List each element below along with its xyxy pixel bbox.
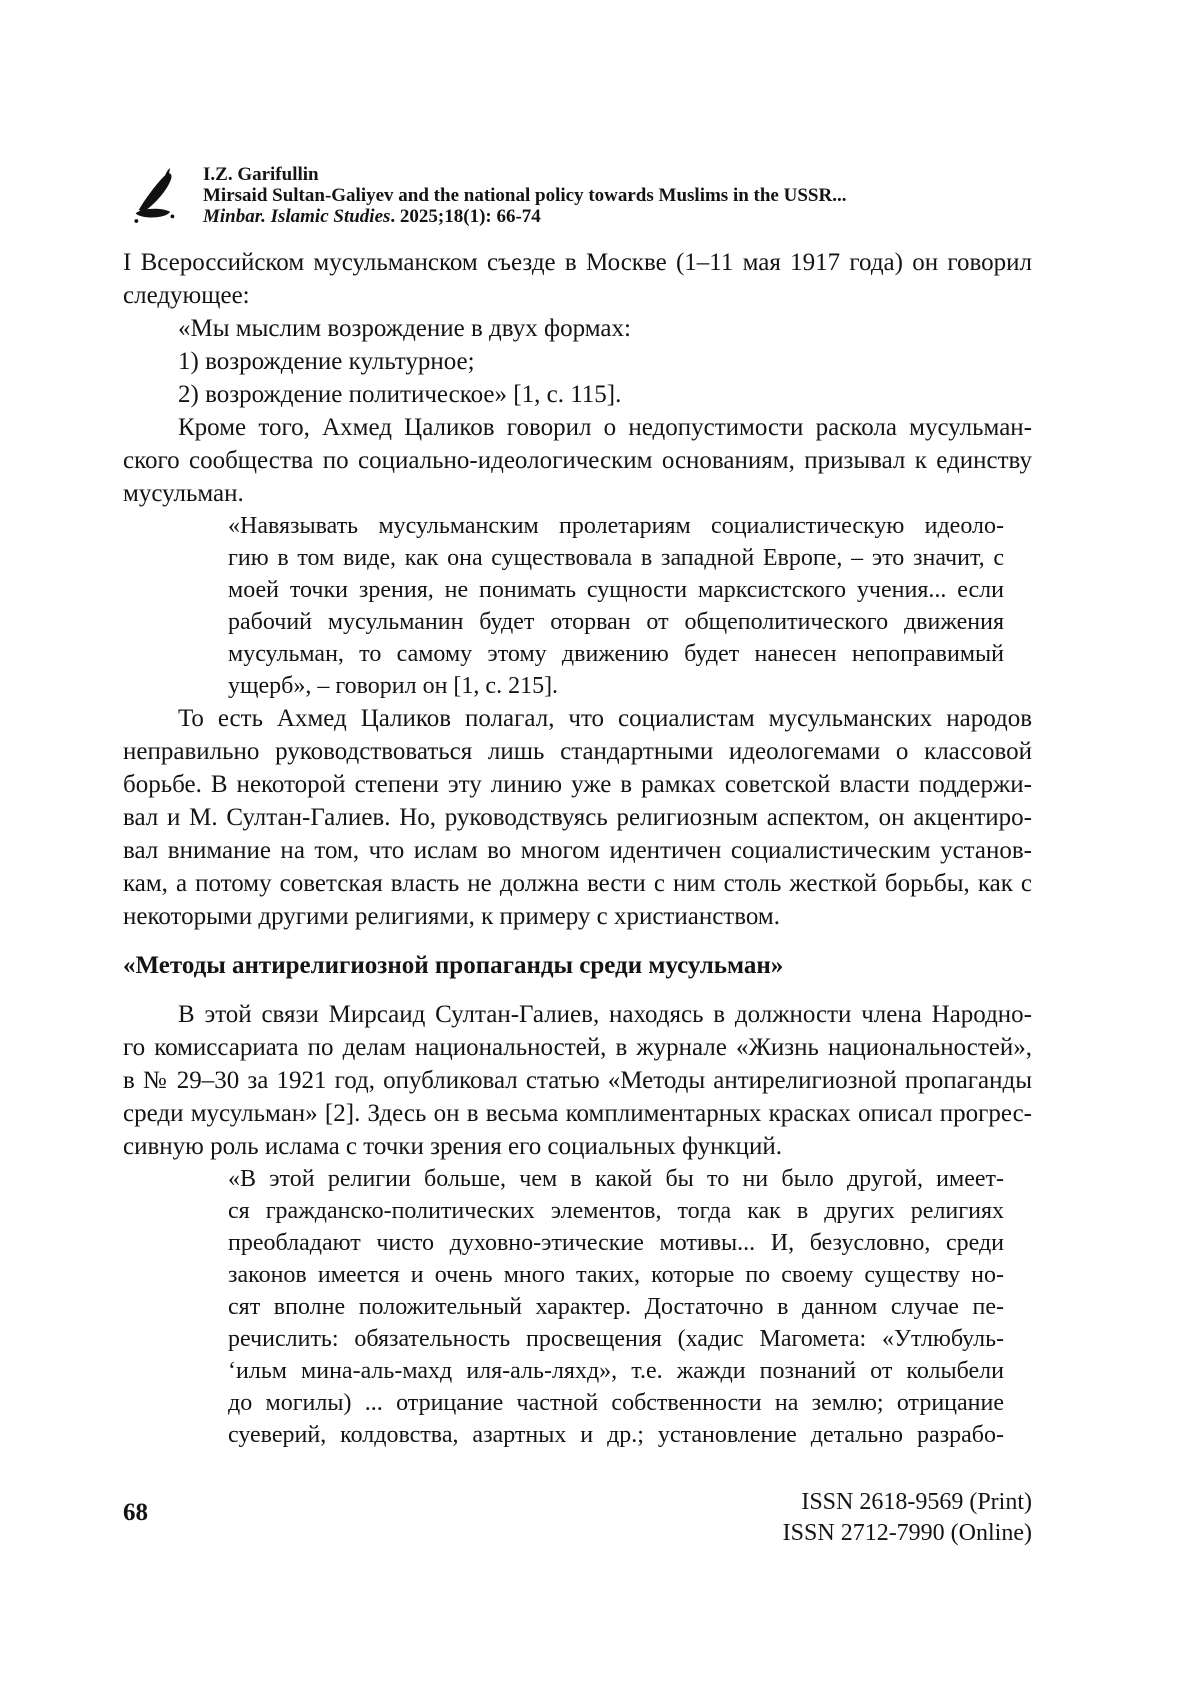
text-line: кам, а потому советская власть не должна вести с ним столь жесткой борьбы, как с [123, 870, 1032, 897]
header-citation [203, 206, 846, 227]
text-line: 1) возрождение культурное; [178, 348, 475, 375]
block-quote [228, 1163, 1004, 1451]
issn-online: ISSN 2712-7990 (Online) [782, 1520, 1032, 1546]
text-line: некоторыми другими религиями, к примеру с христианством. [123, 903, 780, 930]
text-line: ского сообщества по социально-идеологическим основаниям, призывал к единству [123, 447, 1032, 474]
text-line: среди мусульман» [2]. Здесь он в весьма комплиментарных красках описал прогрес- [123, 1100, 1032, 1127]
paragraph [123, 312, 1032, 345]
page-footer [123, 1487, 1032, 1549]
paragraph [123, 378, 1032, 411]
issn-print: ISSN 2618-9569 (Print) [801, 1489, 1032, 1515]
text-line: суеверий, колдовства, азартных и др.; установление детально разрабо- [228, 1422, 1004, 1448]
text-line: «Мы мыслим возрождение в двух формах: [178, 315, 631, 342]
text-line: в № 29–30 за 1921 год, опубликовал статью «Методы антирелигиозной пропаганды [123, 1067, 1032, 1094]
paragraph [123, 411, 1032, 510]
text-line: речислить: обязательность просвещения (хадис Магомета: «Утлюбуль- [228, 1326, 1004, 1352]
text-line: вал и М. Султан-Галиев. Но, руководствуясь религиозным аспектом, он акцентиро- [123, 804, 1032, 831]
text-line: борьбе. В некоторой степени эту линию уже в рамках советской власти поддержи- [123, 771, 1032, 798]
journal-logo-icon [131, 166, 177, 230]
paragraph [123, 702, 1032, 933]
paragraph [123, 998, 1032, 1163]
issn-block [783, 1487, 1032, 1549]
text-line: В этой связи Мирсаид Султан-Галиев, находясь в должности члена Народно- [178, 1001, 1032, 1028]
text-line: мусульман. [123, 480, 244, 507]
text-line: ‘ильм мина-аль-махд иля-аль-ляхд», т.е. жажди познаний от колыбели [228, 1358, 1004, 1384]
text-line: рабочий мусульманин будет оторван от общеполитического движения [228, 609, 1004, 635]
text-line: вал внимание на том, что ислам во многом идентичен социалистическим установ- [123, 837, 1032, 864]
header-journal-name: Minbar. Islamic Studies [203, 206, 391, 227]
text-line: Кроме того, Ахмед Цаликов говорил о недопустимости раскола мусульман- [178, 414, 1032, 441]
text-line: 2) возрождение политическое» [1, с. 115]. [178, 381, 622, 408]
paragraph [123, 246, 1032, 312]
text-line: I Всероссийском мусульманском съезде в Москве (1–11 мая 1917 года) он говорил [123, 249, 1032, 276]
text-line: ущерб», – говорил он [1, с. 215]. [228, 673, 559, 699]
page-header [123, 164, 1032, 230]
header-citation-rest: . 2025;18(1): 66-74 [390, 206, 541, 227]
text-line: следующее: [123, 282, 250, 309]
text-line: го комиссариата по делам национальностей, в журнале «Жизнь национальностей», [123, 1034, 1032, 1061]
text-line: гию в том виде, как она существовала в западной Европе, – это значит, с [228, 545, 1004, 571]
text-line: «В этой религии больше, чем в какой бы то ни было другой, имеет- [228, 1166, 1004, 1192]
paragraph [123, 345, 1032, 378]
text-line: «Навязывать мусульманским пролетариям социалистическую идеоло- [228, 513, 1004, 539]
text-line: сят вполне положительный характер. Достаточно в данном случае пе- [228, 1294, 1004, 1320]
header-author: I.Z. Garifullin [203, 164, 319, 185]
text-line: неправильно руководствоваться лишь стандартными идеологемами о классовой [123, 738, 1032, 765]
text-line: сивную роль ислама с точки зрения его социальных функций. [123, 1133, 782, 1160]
block-quote [228, 510, 1004, 702]
text-line: ся гражданско-политических элементов, тогда как в других религиях [228, 1198, 1004, 1224]
text-line: моей точки зрения, не понимать сущности марксистского учения... если [228, 577, 1004, 603]
body-text [123, 246, 1032, 1451]
page-number: 68 [123, 1499, 148, 1526]
text-line: преобладают чисто духовно-этические мотивы... И, безусловно, среди [228, 1230, 1004, 1256]
section-heading: «Методы антирелигиозной пропаганды среди мусульман» [123, 952, 784, 979]
text-line: То есть Ахмед Цаликов полагал, что социалистам мусульманских народов [178, 705, 1032, 732]
header-running-title: Mirsaid Sultan-Galiyev and the national policy towards Muslims in the USSR... [203, 185, 847, 206]
header-text-block [203, 164, 846, 227]
text-line: законов имеется и очень много таких, которые по своему существу но- [228, 1262, 1004, 1288]
text-line: до могилы) ... отрицание частной собственности на землю; отрицание [228, 1390, 1004, 1416]
text-line: мусульман, то самому этому движению будет нанесен непоправимый [228, 641, 1004, 667]
